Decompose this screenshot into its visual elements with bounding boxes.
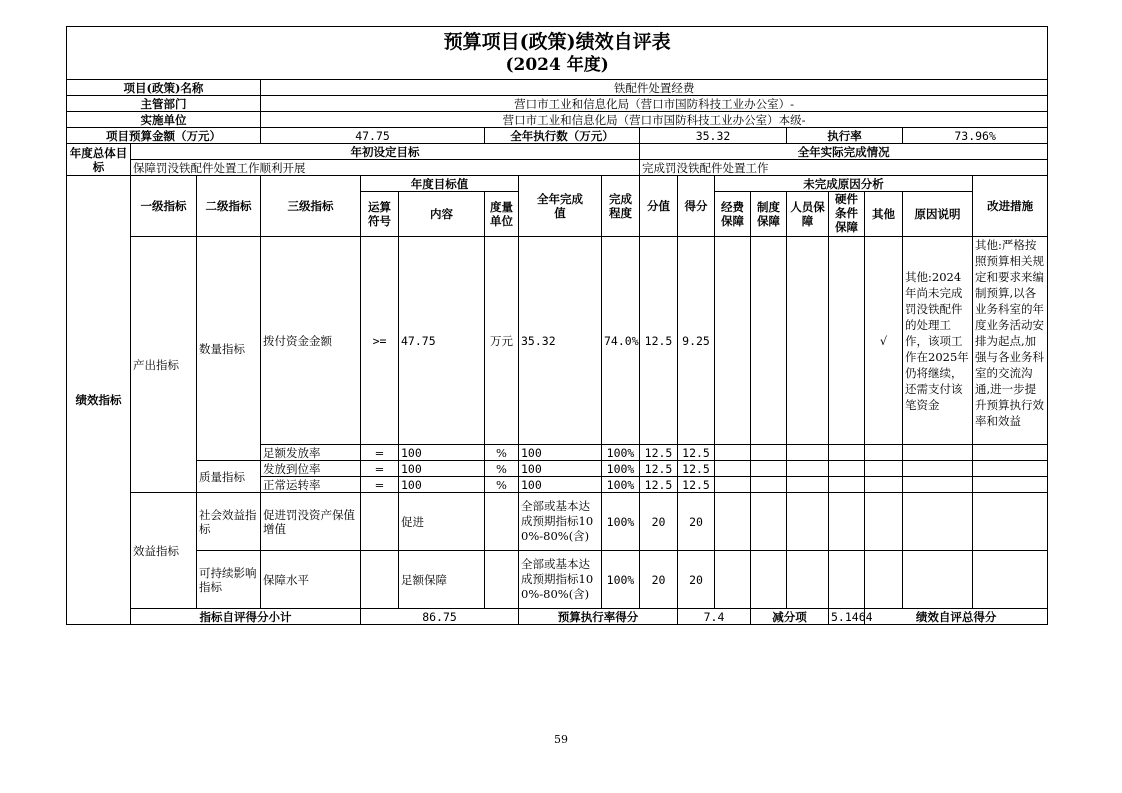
group-social: 社会效益指标 [197, 493, 261, 551]
full-cell: 100 [519, 461, 602, 477]
content-cell: 足额保障 [399, 551, 485, 609]
budget-value: 47.75 [261, 128, 485, 144]
val-cell: 12.5 [640, 445, 678, 461]
header-l2: 二级指标 [197, 176, 261, 237]
header-op: 运算符号 [361, 192, 399, 237]
degree-cell: 100% [602, 445, 640, 461]
op-cell: >= [361, 237, 399, 445]
content-cell: 47.75 [399, 237, 485, 445]
score-cell: 12.5 [678, 477, 715, 493]
l3-cell: 保障水平 [261, 551, 361, 609]
full-cell: 全部或基本达成预期指标100%-80%(含) [519, 493, 602, 551]
header-unfinished: 未完成原因分析 [715, 176, 973, 192]
other-check: √ [865, 237, 903, 445]
header-score-val: 分值 [640, 176, 678, 237]
project-name: 铁配件处置经费 [261, 80, 1048, 96]
header-content: 内容 [399, 192, 485, 237]
table-row [67, 461, 1048, 477]
table-title [67, 27, 1048, 80]
unit-cell [485, 493, 519, 551]
val-cell: 12.5 [640, 477, 678, 493]
l3-cell: 发放到位率 [261, 461, 361, 477]
header-other: 其他 [865, 192, 903, 237]
op-cell: = [361, 445, 399, 461]
fund-cell [715, 237, 751, 445]
degree-cell: 74.0% [602, 237, 640, 445]
unit-value: 营口市工业和信息化局（营口市国防科技工业办公室）本级- [261, 112, 1048, 128]
val-cell: 20 [640, 551, 678, 609]
personnel-cell [787, 237, 829, 445]
content-cell: 100 [399, 477, 485, 493]
group-quality: 质量指标 [197, 461, 261, 493]
unit-cell: % [485, 461, 519, 477]
header-unit: 度量单位 [485, 192, 519, 237]
system-cell [751, 237, 787, 445]
l3-cell: 促进罚没资产保值增值 [261, 493, 361, 551]
header-fund: 经费保障 [715, 192, 751, 237]
val-cell: 20 [640, 493, 678, 551]
improve-cell: 其他:严格按照预算相关规定和要求来编制预算,以各业务科室的年度业务活动安排为起点,加强与各业务科室的交流沟通,进一步提升预算执行效率和效益 [973, 237, 1048, 445]
degree-cell: 100% [602, 551, 640, 609]
full-cell: 100 [519, 445, 602, 461]
header-improve: 改进措施 [973, 176, 1048, 237]
group-quantity: 数量指标 [197, 237, 261, 461]
score-cell: 12.5 [678, 445, 715, 461]
header-degree: 完成程度 [602, 176, 640, 237]
actual-goal: 完成罚没铁配件处置工作 [640, 160, 1048, 176]
rate-value: 73.96% [903, 128, 1048, 144]
header-full-year: 全年完成值 [519, 176, 602, 237]
dept-value: 营口市工业和信息化局（营口市国防科技工业办公室）- [261, 96, 1048, 112]
group-output: 产出指标 [131, 237, 197, 493]
l3-cell: 拨付资金金额 [261, 237, 361, 445]
l3-cell: 足额发放率 [261, 445, 361, 461]
subtotal-label: 指标自评得分小计 [131, 609, 361, 625]
budget-score-label: 预算执行率得分 [519, 609, 678, 625]
group-sustain: 可持续影响指标 [197, 551, 261, 609]
header-score: 得分 [678, 176, 715, 237]
goal-label: 年度总体目标 [67, 144, 131, 176]
actual-goal-label: 全年实际完成情况 [640, 144, 1048, 160]
op-cell [361, 551, 399, 609]
page-number: 59 [554, 733, 568, 746]
score-cell: 20 [678, 493, 715, 551]
op-cell: = [361, 477, 399, 493]
reason-cell: 其他:2024年尚未完成罚没铁配件的处理工作，该项工作在2025年仍将继续，还需支付该笔资金 [903, 237, 973, 445]
initial-goal-label: 年初设定目标 [131, 144, 640, 160]
exec-label: 全年执行数（万元） [485, 128, 640, 144]
perf-label: 绩效指标 [67, 176, 131, 625]
unit-cell: 万元 [485, 237, 519, 445]
content-cell: 100 [399, 445, 485, 461]
op-cell [361, 493, 399, 551]
group-benefit: 效益指标 [131, 493, 197, 609]
deduct-value: 5.1464 [829, 609, 865, 625]
table-row [67, 551, 1048, 609]
score-cell: 20 [678, 551, 715, 609]
full-cell: 全部或基本达成预期指标100%-80%(含) [519, 551, 602, 609]
header-hardware: 硬件条件保障 [829, 192, 865, 237]
unit-label: 实施单位 [67, 112, 261, 128]
l3-cell: 正常运转率 [261, 477, 361, 493]
degree-cell: 100% [602, 461, 640, 477]
table-row [67, 237, 1048, 445]
total-label: 绩效自评总得分 [865, 609, 1048, 625]
header-annual-target: 年度目标值 [361, 176, 519, 192]
hardware-cell [829, 237, 865, 445]
val-cell: 12.5 [640, 461, 678, 477]
budget-score-value: 7.4 [678, 609, 751, 625]
header-personnel: 人员保障 [787, 192, 829, 237]
unit-cell: % [485, 477, 519, 493]
project-name-label: 项目(政策)名称 [67, 80, 261, 96]
title-line2: (2024 年度) [505, 55, 609, 75]
deduct-label: 减分项 [751, 609, 829, 625]
header-reason: 原因说明 [903, 192, 973, 237]
full-cell: 100 [519, 477, 602, 493]
op-cell: = [361, 461, 399, 477]
rate-label: 执行率 [787, 128, 903, 144]
degree-cell: 100% [602, 477, 640, 493]
exec-value: 35.32 [640, 128, 787, 144]
header-l3: 三级指标 [261, 176, 361, 237]
full-cell: 35.32 [519, 237, 602, 445]
header-system: 制度保障 [751, 192, 787, 237]
score-cell: 12.5 [678, 461, 715, 477]
score-cell: 9.25 [678, 237, 715, 445]
content-cell: 促进 [399, 493, 485, 551]
subtotal-value: 86.75 [361, 609, 519, 625]
budget-label: 项目预算金额（万元） [67, 128, 261, 144]
table-row [67, 493, 1048, 551]
footer-row [67, 609, 1048, 625]
unit-cell [485, 551, 519, 609]
val-cell: 12.5 [640, 237, 678, 445]
dept-label: 主管部门 [67, 96, 261, 112]
content-cell: 100 [399, 461, 485, 477]
initial-goal: 保障罚没铁配件处置工作顺利开展 [131, 160, 640, 176]
title-line1: 预算项目(政策)绩效自评表 [443, 31, 671, 53]
unit-cell: % [485, 445, 519, 461]
self-evaluation-table [66, 26, 1048, 625]
header-l1: 一级指标 [131, 176, 197, 237]
degree-cell: 100% [602, 493, 640, 551]
